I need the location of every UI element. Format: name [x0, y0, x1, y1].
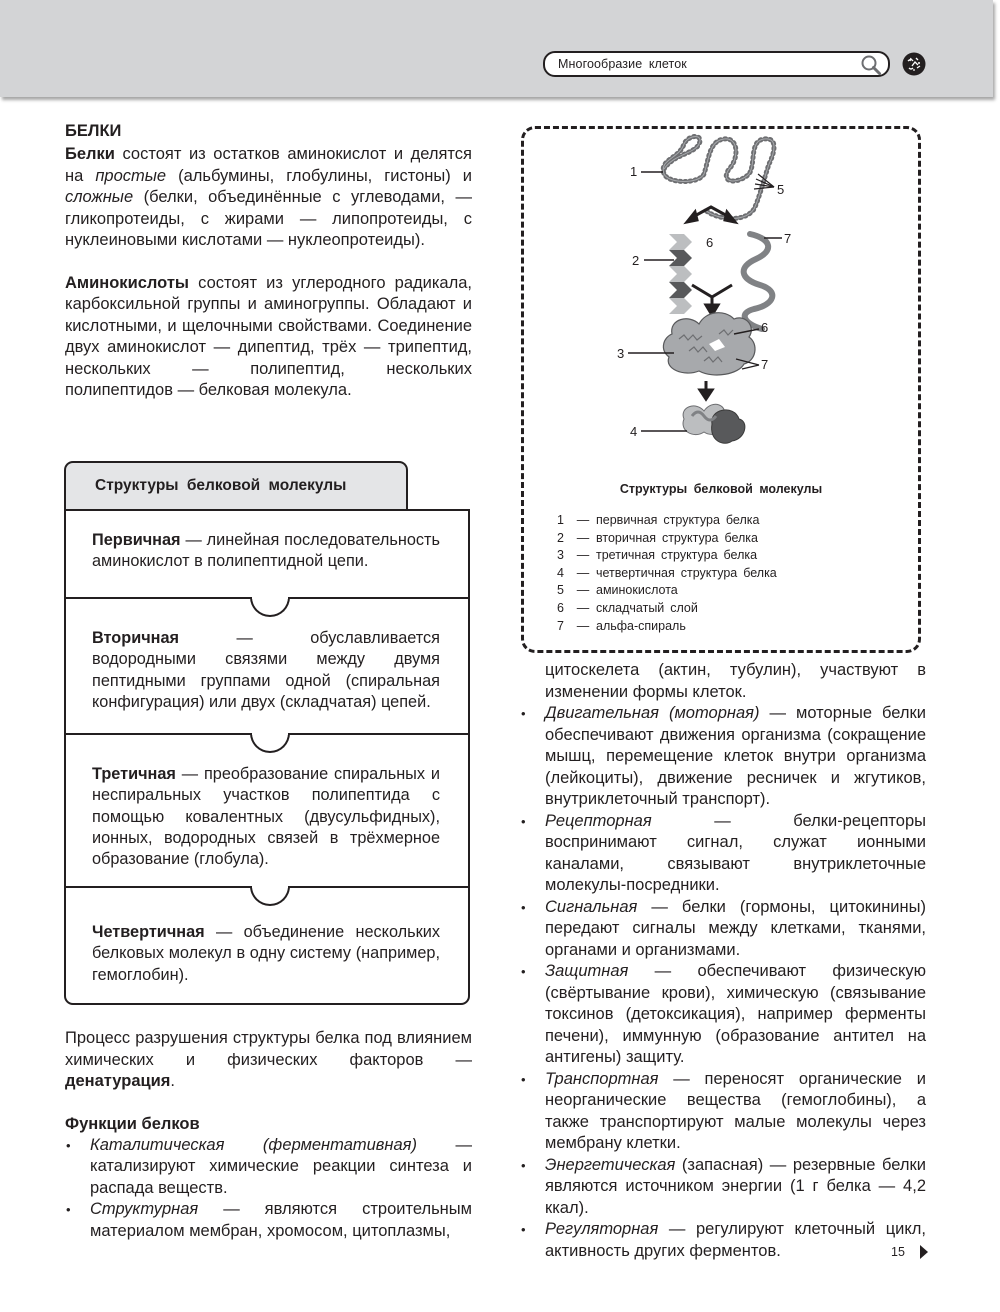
function-item: • Энергетическая (запасная) — резервные белки являются источником энергии (1 г белка — 4,2 ккал). [520, 1155, 926, 1220]
cell-globe-icon [902, 52, 926, 76]
svg-text:2: 2 [632, 253, 640, 268]
figure-caption: Структуры белковой молекулы [619, 482, 823, 496]
beta-sheet-icon [669, 234, 692, 314]
protein-structure-figure [521, 126, 921, 653]
connector-notch [250, 733, 290, 753]
legend-row: 5 — аминокислота [557, 583, 678, 598]
protein-structure-diagram [524, 129, 924, 479]
structures-box-title: Структуры белковой молекулы [64, 461, 408, 509]
section-heading: БЕЛКИ [65, 122, 122, 140]
section-title: Многообразие клеток [558, 57, 687, 71]
left-lower-column [65, 1028, 472, 1242]
function-item: • Сигнальная — белки (гормоны, цитокинины) передают сигналы между клетками, тканями, органами и организмами. [520, 897, 926, 962]
svg-text:1: 1 [630, 164, 638, 179]
svg-text:6: 6 [761, 320, 769, 335]
section-search-pill[interactable] [543, 51, 890, 77]
functions-list-right [520, 660, 926, 1262]
structure-secondary: Вторичная — обуславливается водородными связями между двумя пептидными группами одной (спиральная конфигурация) или двух (складчатая) цепей. [66, 597, 468, 733]
magnifier-icon [860, 54, 882, 76]
amino-acids-paragraph: Аминокислоты состоят из углеродного радикала, карбоксильной группы и аминогруппы. Обладают и кислотными, и щелочными свойствами. Соединение двух аминокислот — дипептид, трёх — трипептид, нескольких — полипептид, нескольких полипептидов — белковая молекула. [65, 273, 472, 399]
connector-notch [250, 886, 290, 906]
right-column [520, 660, 926, 1262]
proteins-paragraph: Белки состоят из остатков аминокислот и делятся на простые (альбумины, глобулины, гистоны) и сложные (белки, объединённые с углеводами, — гликопротеиды, с жирами — липопротеиды, с нуклеиновыми кислотами — нуклеопротеиды). [65, 145, 473, 249]
connector-notch [250, 597, 290, 617]
functions-heading: Функции белков [65, 1114, 200, 1133]
svg-text:5: 5 [777, 182, 785, 197]
structure-quaternary: Четвертичная — объединение нескольких белковых молекул в одну систему (например, гемоглобин). [66, 886, 468, 1003]
amino-acid-chain-icon [663, 137, 774, 219]
quaternary-structure-icon [683, 404, 745, 443]
page-number: 15 [891, 1245, 905, 1259]
structures-box [64, 461, 470, 1005]
svg-text:7: 7 [761, 357, 769, 372]
function-item: • Регуляторная — регулируют клеточный цикл, активность других ферментов. [520, 1219, 926, 1262]
function-item: • Транспортная — переносят органические и неорганические вещества (гемоглобины), а также транспортируют малые молекулы через мембрану клетки. [520, 1069, 926, 1155]
tertiary-globule-icon [663, 313, 755, 375]
function-item: • Двигательная (моторная) — моторные белки обеспечивают движения организма (сокращение мышц, перемещение клеток внутри организма (лейкоциты), движение ресничек и жгутиков, внутриклеточный транспорт). [520, 703, 926, 811]
svg-text:6: 6 [706, 235, 714, 250]
function-item: • Структурная — являются строительным материалом мембран, хромосом, цитоплазмы, [65, 1199, 472, 1242]
function-item: • Каталитическая (ферментативная) — катализируют химические реакции синтеза и распада веществ. [65, 1135, 472, 1200]
merge-arrow-icon [692, 285, 732, 315]
alpha-helix-icon [744, 234, 773, 329]
legend-row: 6 — складчатый слой [557, 600, 698, 615]
header-band [0, 0, 993, 97]
legend-row: 1 — первичная структура белка [557, 513, 760, 527]
legend-row: 2 — вторичная структура белка [557, 530, 758, 545]
figure-legend [557, 512, 777, 635]
function-item-continuation: цитоскелета (актин, тубулин), участвуют в изменении формы клеток. [545, 661, 926, 701]
down-arrow-icon [700, 381, 712, 399]
svg-text:3: 3 [617, 346, 625, 361]
function-item: • Защитная — обеспечивают физическую (свёртывание крови), химическую (связывание токсинов (детоксикация), например ферменты печени), иммунную (образование антител на антигены) защиту. [520, 961, 926, 1069]
denaturation-paragraph: Процесс разрушения структуры белка под влиянием химических и физических факторов — денатурация. [65, 1029, 472, 1090]
legend-row: 3 — третичная структура белка [557, 548, 758, 563]
structure-primary: Первичная — линейная последовательность аминокислот в полипептидной цепи. [92, 531, 440, 571]
left-column [65, 120, 472, 402]
svg-text:4: 4 [630, 424, 638, 439]
structure-tertiary: Третичная — преобразование спиральных и неспиральных участков полипептида с помощью ковалентных (двусульфидных), ионных, водородных связей в трёхмерное образование (глобула). [66, 733, 468, 886]
legend-row: 4 — четвертичная структура белка [557, 565, 777, 580]
functions-list-left [65, 1135, 472, 1243]
next-page-arrow-icon[interactable] [920, 1245, 928, 1259]
function-item: • Рецепторная — белки-рецепторы воспринимают сигнал, служат ионными каналами, связывают внутриклеточные молекулы-посредники. [520, 811, 926, 897]
svg-text:7: 7 [784, 231, 792, 246]
legend-row: 7 — альфа-спираль [557, 618, 686, 633]
